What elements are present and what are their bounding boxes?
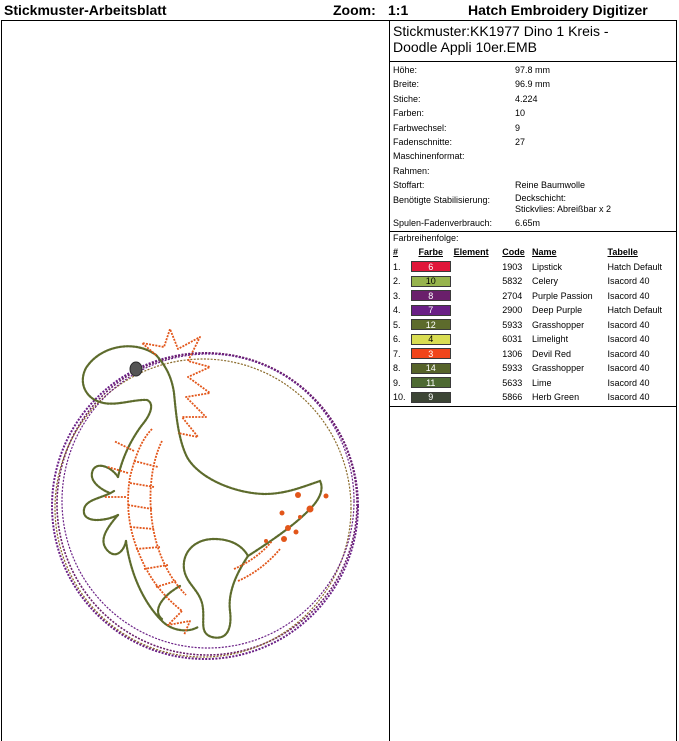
col-table: Tabelle bbox=[607, 247, 638, 258]
color-row-num: 2. bbox=[393, 276, 401, 287]
color-swatch: 4 bbox=[411, 334, 451, 345]
info-value: 9 bbox=[515, 122, 521, 133]
info-value: 96.9 mm bbox=[515, 79, 551, 90]
color-row bbox=[393, 390, 677, 405]
color-row-name: Lime bbox=[532, 377, 552, 388]
color-swatch: 6 bbox=[411, 261, 451, 272]
color-swatch: 11 bbox=[411, 377, 451, 388]
info-panel bbox=[390, 21, 677, 407]
color-row-table: Hatch Default bbox=[607, 305, 663, 316]
design-name-line2: Doodle Appli 10er.EMB bbox=[393, 39, 537, 55]
design-name-line1: Stickmuster:KK1977 Dino 1 Kreis - bbox=[393, 23, 609, 39]
info-value bbox=[515, 193, 677, 215]
info-row-stoffart bbox=[393, 178, 677, 192]
color-swatch: 8 bbox=[411, 290, 451, 301]
info-label: Rahmen: bbox=[393, 165, 430, 176]
color-row-code: 2900 bbox=[502, 305, 523, 316]
info-value bbox=[515, 149, 677, 163]
color-row-name: Limelight bbox=[532, 334, 569, 345]
color-row-table: Isacord 40 bbox=[607, 363, 650, 374]
color-row-num: 9. bbox=[393, 377, 401, 388]
spot bbox=[298, 515, 302, 519]
color-row bbox=[393, 361, 677, 376]
color-row-name: Celery bbox=[532, 276, 559, 287]
info-label: Benötigte Stabilisierung: bbox=[393, 194, 491, 205]
info-label: Maschinenformat: bbox=[393, 151, 465, 162]
color-row-num: 7. bbox=[393, 348, 401, 359]
info-value: 10 bbox=[515, 108, 526, 119]
col-code: Code bbox=[502, 247, 525, 258]
color-sequence bbox=[390, 232, 677, 405]
color-swatch: 12 bbox=[411, 319, 451, 330]
zoom-value: 1:1 bbox=[388, 2, 409, 18]
info-row-farbwechsel bbox=[393, 121, 677, 135]
info-label: Stiche: bbox=[393, 93, 421, 104]
spot bbox=[280, 511, 285, 516]
info-row-stiche bbox=[393, 92, 677, 106]
dino-leg-outline bbox=[184, 539, 248, 638]
dino-belly-scales bbox=[128, 429, 182, 611]
spot bbox=[295, 492, 301, 498]
color-row-code: 5633 bbox=[502, 377, 523, 388]
col-element: Element bbox=[453, 247, 489, 258]
info-label: Farben: bbox=[393, 108, 425, 119]
embroidery-design-image bbox=[2, 21, 389, 741]
spot bbox=[285, 525, 291, 531]
color-row-num: 10. bbox=[393, 392, 406, 403]
spot bbox=[281, 536, 287, 542]
color-row-code: 5933 bbox=[502, 363, 523, 374]
color-row-name: Grasshopper bbox=[532, 363, 585, 374]
spot bbox=[264, 539, 268, 543]
col-num: # bbox=[393, 247, 399, 258]
color-row-table: Hatch Default bbox=[607, 261, 663, 272]
design-name bbox=[390, 21, 677, 61]
color-rows bbox=[393, 260, 677, 405]
color-row bbox=[393, 332, 677, 347]
dino-back-outline bbox=[156, 355, 322, 556]
color-row-num: 4. bbox=[393, 305, 401, 316]
spot bbox=[294, 530, 299, 535]
color-row-table: Isacord 40 bbox=[607, 392, 650, 403]
dino-belly-scales-2 bbox=[150, 441, 186, 595]
spot bbox=[307, 506, 314, 513]
inner-ring-2 bbox=[62, 354, 354, 648]
dino-arm-outline bbox=[92, 466, 118, 493]
info-row-maschinenformat bbox=[393, 149, 677, 163]
info-label: Stoffart: bbox=[393, 180, 425, 191]
info-row-breite bbox=[393, 77, 677, 91]
color-row-num: 1. bbox=[393, 261, 401, 272]
color-row-name: Devil Red bbox=[532, 348, 572, 359]
info-label: Breite: bbox=[393, 79, 420, 90]
dino-arm-outline-2 bbox=[84, 491, 118, 520]
dino-arm-outline-3 bbox=[103, 515, 126, 554]
color-row bbox=[393, 303, 677, 318]
color-swatch: 7 bbox=[411, 305, 451, 316]
design-info bbox=[390, 62, 677, 230]
color-sequence-title: Farbreihenfolge: bbox=[393, 233, 459, 244]
info-value: 27 bbox=[515, 137, 526, 148]
color-row bbox=[393, 260, 677, 275]
color-row bbox=[393, 274, 677, 289]
divider bbox=[390, 406, 677, 407]
color-row-num: 3. bbox=[393, 290, 401, 301]
info-value: 6.65m bbox=[515, 217, 541, 228]
color-row-num: 6. bbox=[393, 334, 401, 345]
color-row-name: Purple Passion bbox=[532, 290, 593, 301]
info-row-farben bbox=[393, 106, 677, 120]
stabilizer-line2: Stickvlies: Abreißbar x 2 bbox=[515, 203, 612, 214]
color-row-name: Grasshopper bbox=[532, 319, 585, 330]
app-name: Hatch Embroidery Digitizer bbox=[468, 2, 648, 18]
info-row-spulen bbox=[393, 216, 677, 230]
color-row-table: Isacord 40 bbox=[607, 377, 650, 388]
color-row bbox=[393, 289, 677, 304]
color-row bbox=[393, 347, 677, 362]
color-row-code: 6031 bbox=[502, 334, 523, 345]
info-row-stabilisierung bbox=[393, 193, 677, 215]
info-label: Höhe: bbox=[393, 65, 418, 75]
color-row-num: 8. bbox=[393, 363, 401, 374]
info-value bbox=[515, 164, 677, 178]
info-value: 97.8 mm bbox=[515, 65, 551, 75]
color-swatch: 3 bbox=[411, 348, 451, 359]
design-preview bbox=[2, 21, 389, 741]
color-row-code: 5866 bbox=[502, 392, 523, 403]
color-row-table: Isacord 40 bbox=[607, 334, 650, 345]
col-name: Name bbox=[532, 247, 557, 258]
dino-eye bbox=[130, 362, 142, 376]
zoom-label: Zoom: bbox=[333, 2, 376, 18]
color-swatch: 14 bbox=[411, 363, 451, 374]
color-swatch: 9 bbox=[411, 392, 451, 403]
info-row-hoehe bbox=[393, 63, 677, 77]
info-label: Spulen-Fadenverbrauch: bbox=[393, 217, 493, 228]
dino-head-outline bbox=[83, 346, 156, 477]
color-swatch: 10 bbox=[411, 276, 451, 287]
color-row-code: 5933 bbox=[502, 319, 523, 330]
col-color bbox=[411, 247, 451, 257]
color-row-table: Isacord 40 bbox=[607, 276, 650, 287]
color-row-code: 5832 bbox=[502, 276, 523, 287]
color-row bbox=[393, 376, 677, 391]
color-row-num: 5. bbox=[393, 319, 401, 330]
color-row-code: 2704 bbox=[502, 290, 523, 301]
col-color-label: Farbe bbox=[418, 247, 443, 258]
color-row-code: 1306 bbox=[502, 348, 523, 359]
color-row-table: Isacord 40 bbox=[607, 290, 650, 301]
dino-foot-outline bbox=[158, 586, 180, 619]
color-row-table: Isacord 40 bbox=[607, 319, 650, 330]
info-label: Farbwechsel: bbox=[393, 122, 447, 133]
color-row-table: Isacord 40 bbox=[607, 348, 650, 359]
color-row-name: Herb Green bbox=[532, 392, 580, 403]
spot bbox=[324, 494, 329, 499]
info-label: Fadenschnitte: bbox=[393, 137, 453, 148]
info-value: 4.224 bbox=[515, 93, 538, 104]
color-row-name: Deep Purple bbox=[532, 305, 583, 316]
info-value: Reine Baumwolle bbox=[515, 180, 586, 191]
color-table-header bbox=[393, 245, 677, 260]
color-row-code: 1903 bbox=[502, 261, 523, 272]
info-row-rahmen bbox=[393, 164, 677, 178]
color-row-name: Lipstick bbox=[532, 261, 563, 272]
info-row-fadenschnitte bbox=[393, 135, 677, 149]
page-title: Stickmuster-Arbeitsblatt bbox=[4, 2, 167, 18]
stabilizer-line1: Deckschicht: bbox=[515, 192, 567, 203]
color-row bbox=[393, 318, 677, 333]
